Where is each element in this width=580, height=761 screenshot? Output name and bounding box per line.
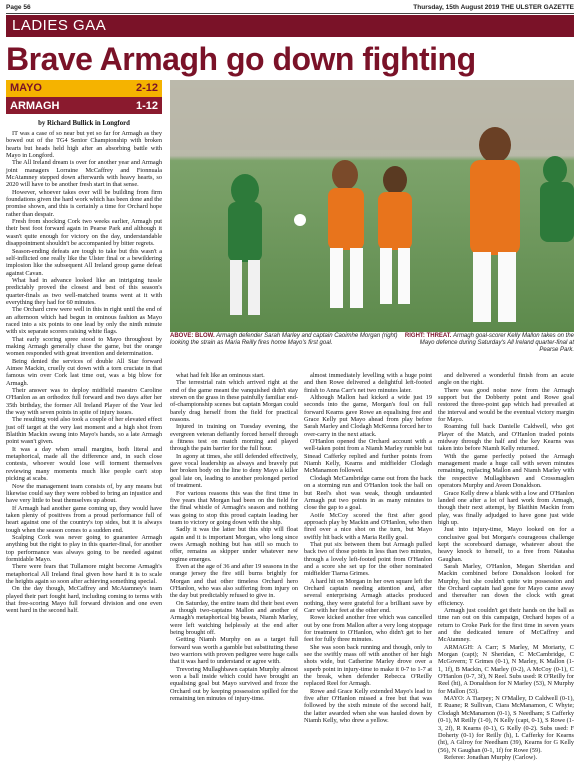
article-column-4 [438,372,574,761]
scoreline-box [6,80,162,114]
team-1-score: 2-12 [135,82,158,94]
article-paragraph: Grace Kelly drew a blank with a low and O'Hanlon landed one after a lot of hard work from Armagh, though their next attempt, by Blaithin Mackin from play, was finally adjudged to have gone just wide high up. [438,489,574,526]
article-paragraph: That early scoring spree stood to Mayo throughout by making Armagh generally chase the game, but the orange women responded with great invention and determination. [6,335,162,358]
article-paragraph: On Saturday, the entire team did their best even as though two-captains Mallon and another of Armagh's metaphorical big beasts, Niamh Marley, were left watching helplessly at the end after being brought off. [170,599,298,637]
article-paragraph: The resulting void also took a couple of her elevated effect just off target at the very last moment and a high shot from Blaithin Mackin swung into Mayo's hands, so a late Armagh point wasn't given. [6,416,162,446]
article-paragraph: For various reasons this was the first time in five years that Morgan had been on the field for the final whistle of Armagh's season and nothing was going to stop this proud captain leading her team to victory or going down with the ship. [170,489,298,526]
article-paragraph: what had felt like an ominous start. [176,372,265,379]
photo-caption-above [170,333,400,347]
photo-illustration [170,80,574,332]
article-paragraph: Even at the age of 36 and after 19 seasons in the orange jersey the fire still burns brightly for Morgan and that other timeless Orchard hero O'Hanlon, who was also suffering from injury on the day but predictably refused to give in. [170,562,298,600]
article-paragraph: Sadly it was the latter but this ship will float again and it is important Morgan, who long since owes Armagh nothing but has still so much to offer, remains as skipper under whatever new regime emerges. [170,526,298,563]
article-paragraph: O'Hanlon opened the Orchard account with a well-taken point from a Niamh Marley rumble but Sinead Cafferky replied and further points from Niamh Kelly, Kearns and midfielder Clodagh McManamon followed. [304,438,432,475]
article-paragraph: Although Mallon had kicked a wide just 19 seconds into the game, Morgan's foul on full forward Kearns gave Rowe an equalising free and Grace Kelly put Mayo ahead from play before Sarah Marley and Clodagh McKenna forced her to over-carry in the next attack. [304,394,432,438]
article-paragraph: Referee: Jonathan Murphy (Carlow). [444,753,538,761]
article-paragraph: Trevoring Mullaghbawn captain Murphy almost won a ball inside which could have brought an equalising goal but Mayo survived and froze the Orchard out by keeping possession spilled for the remaining ten minutes of injury-time. [170,665,298,703]
caption-2-text: Armagh goal-scorer Kelly Mallon takes on the Mayo defence during Saturday's All Ireland quarter-final at Pearse Park. [419,333,574,353]
team-2-name: ARMAGH [10,100,60,112]
article-paragraph: and delivered a wonderful finish from an acute angle on the right. [438,372,574,387]
caption-2-label: RIGHT: THREAT. [404,333,452,339]
article-paragraph: Getting Niamh Murphy on as a target full forward was worth a gamble but substituting these two warriors with proven pedigree were huge calls that it was hard to understand or agree with. [170,636,298,666]
team-2-score: 1-12 [135,100,158,112]
article-paragraph: almost immediately levelling with a huge point and then Rowe delivered a delightful left-footed finish to Anna Carr's net two minutes later. [304,372,432,394]
article-paragraph: The terrestrial rain which arrived right at the end of the game meant the vanquished didn't stay strewn on the grass in these painfully familiar end-of-championship scenes but captain Morgan could barely drag herself from the field for practical reasons. [170,379,299,424]
score-row-armagh [6,97,162,115]
article-paragraph: IT was a case of so near but yet so far for Armagh as they bowed out of the TG4 Senior Championship with broken hearts but heads held high after an absorbing battle with Mayo in Longford. [6,130,162,160]
article-paragraph: Sarah Marley, O'Hanlon, Megan Sheridan and Mackin combined before Donaldson looked for Murphy, but she couldn't quite win possession and the Orchard captain had gone for Mayo came away and thereafter ran down the clock with great efficiency. [438,562,574,607]
article-paragraph: Roaming full back Danielle Caldwell, who got Player of the Match, and O'Hanlon traded points midway through the half and the key Kearns was taken into before Niamh Kelly returned. [438,423,574,453]
match-photo [170,80,574,332]
article-paragraph: There was good noise now from the Armagh support but the Dobberty point and Rowe goal restored the three-point gap which had prevailed at the interval and would be the eventual victory margin for Mayo. [438,386,574,424]
article-paragraph: The All Ireland dream is over for another year and Armagh joint managers Lorraine McCaffrey and Fionnuala McAtamney stepped down afterwards with heavy hearts, so 2020 will have to be another fresh start in that sense. [6,159,162,189]
article-paragraph: Their answer was to deploy midfield maestro Caroline O'Hanlon as an orthodox full forward and two days after her 35th birthday, the former All Ireland Player of the Year led the way with seven points in spite of injury issues. [6,387,162,417]
article-paragraph: Rowe and Grace Kelly extended Mayo's lead to five after O'Hanlon missed a free but that was followed by the sixth minute of the second half, the latter awarded when she was hauled down by Niamh Kelly, who drew a yellow. [304,687,432,725]
article-paragraph: However, whoever takes over will be building from firm foundations given the hard work which has been done and the promise shown, and this is certainly a time for Orchard hope rather than despair. [6,188,162,218]
article-paragraph: If Armagh had another game coming up, they would have taken plenty of positives from a proud performance full of heart against one of the country's top sides, but it is always tough when the season comes to a sudden end. [6,504,162,534]
article-paragraph: There were fears that Tullamore might become Armagh's metaphorical All Ireland final given how hard it is to scale the heights again so soon after achieving something special. [6,563,162,585]
article-paragraph: On the day though, McCaffrey and McAtamney's team played their part fought hard, including coming to terms with that free-scoring Mayo full forward division and one even went hard in the second half. [6,585,162,615]
article-paragraph: ARMAGH: A Carr; S Marley, M Moriarty, C Morgan (capt); N Sheridan, C McCambridge, C McGovern; T Grimes (0-1), N Marley, K Mallon (1-1, 1f), B Mackin, C Marley (0-2), A McCoy (0-1), C O'Hanlon (0-7, 3f), N Reel. Subs used: R O'Reilly for Reel (ht), A Donaldson for N Marley (53), N Murphy for Mallon (53). [438,643,574,695]
article-paragraph: Clodagh McCambridge came out from the back on a storming run and O'Hanlon took the ball on but Reel's shot was weak, though undaunted Armagh put two points in as many minutes to close the gap to a goal. [304,474,432,512]
header-rule [6,13,574,14]
section-bar [6,15,574,37]
article-paragraph: Armagh just couldn't get their hands on the ball as time ran out on this campaign, Orchard hopes of a return to Croke Park for the first time in seven years and the dedicated tenure of McCaffrey and McAtamney. [438,607,574,644]
article-paragraph: What had in advance looked like an intriguing tussle predictably proved the closest and best of this season's quarter-finals as two well-matched teams went at it with everything they had for 60 minutes. [6,276,162,306]
team-1-name: MAYO [10,82,42,94]
article-paragraph: The Orchard crew were well in this in right until the end of an afternoon which had begun in ominous fashion as Mayo raced into a six points to one lead by only the ninth minute with six separate scorers raising white flags. [6,306,162,336]
article-paragraph: It was a day when small margins, both literal and metaphorical, made all the difference and, in such close contests, whoever would lose will torment themselves reviewing many moments much like people can't stop picking at scabs. [6,445,162,483]
caption-1-label: ABOVE: BLOW. [170,333,215,339]
article-paragraph: Injured in training on Tuesday evening, the evergreen veteran defiantly forced herself through a fitness test on match morning and played through the pain barrier for the full hour. [170,423,298,453]
article-paragraph: Season-ending defeats are tough to take but this wasn't a self-inflicted one really like the Ulster final or a bewildering implosion like the subsequent All Ireland group game defeat against Cavan. [6,247,162,277]
byline: by Richard Bullick in Longford [38,120,130,127]
photo-caption-right [404,333,574,354]
article-paragraph: Aoife McCoy scored the first after good approach play by Mackin and O'Hanlon, who then fired over a nice shot on the turn, but Mayo swiftly hit back with a Maria Reilly goal. [304,511,432,541]
article-paragraph: Now the management team consists of, by any means but likewise could say they were robbed to bring an injustice and have very little to beat themselves up about. [6,482,162,505]
headline: Brave Armagh go down fighting [6,41,476,77]
paper-date: Thursday, 15th August 2019 THE ULSTER GAZETTE [413,4,574,11]
article-paragraph: With the game perfectly poised the Armagh management made a huge call with seven minutes remaining, replacing Mallon and Niamh Marley with the respective Mullaghbawn and Crossmaglen operators Murphy and Aveen Donaldson. [438,452,574,490]
article-paragraph: Scalping Cork was never going to guarantee Armagh anything but the right to play in this quarter-final, for another top performance was always going to be needed against formidable Mayo. [6,533,162,563]
article-column-3 [304,372,432,730]
article-paragraph: Just into injury-time, Mayo looked on for a conclusive goal but Morgan's courageous challenge kept the scoreboard damage, whatever about the heavy knock to herself, to a free from Natasha Gaughan. [438,526,574,563]
caption-1-text: Armagh defender Sarah Marley and captain Caoimhe Morgan (right) looking the strain as Maria Reilly fires home Mayo's first goal. [170,333,398,346]
page-number: Page 56 [6,4,31,11]
article-paragraph: She was soon back running and though, only to see the swiftly mass off with another of her high shots wide, but Catherine Marley drove over a superb point in injury-time to make it 0-7 to 1-7 at the break, when defender Rebecca O'Reilly replaced Reel for Armagh. [304,643,432,688]
score-row-mayo [6,80,162,97]
article-paragraph: Being denied the services of double All Star forward Aimee Mackin, cruelly cut down with a torn cruciate in that famous win over Cork last time out, was a big blow for Armagh. [6,357,162,387]
section-title: LADIES GAA [12,17,107,34]
article-paragraph: Rowe kicked another free which was cancelled out by one from Mallon after a very long stoppage for treatment to O'Hanlon, who didn't get to her feet for fully three minutes. [304,614,432,644]
article-column-2 [170,372,298,730]
article-paragraph: MAYO: A Tiarpey; N O'Malley, D Caldwell (0-1), E Ruane; R Sullivan, Ciara McManamon, C Whyte; Clodagh McManamon (0-1), S Needham; S Cafferky (0-1), M Reilly (1-0), N Kelly (capt, 0-1), S Rowe (1-3, 2f), R Kearns (0-1), G Kelly (0-2). Subs used: F Doherty (0-1) for Reilly (h), L Cafferky for Kearns (ht), A Gilroy for Needham (39), Kearns for G Kelly (56), N Gaughan (0-1, 1f) for Rowe (59). [438,695,574,754]
article-paragraph: Fresh from shocking Cork two weeks earlier, Armagh put their best foot forward again in Pearse Park and although it wasn't quite enough for victory on the day, understandable disappointment shouldn't be accompanied by bitter regrets. [6,218,162,248]
article-paragraph: A hard hit on Morgan in her own square left the Orchard captain needing attention and, after several enterprising Armagh attacks produced nothing, they were grateful for a brilliant save by Carr with her feet at the other end. [304,577,432,614]
article-paragraph: In agony at times, she still defended effectively, gave vocal leadership as always and bravely put her broken body on the line to deny Mayo a killer goal late on, leading to another prolonged period of treatment. [170,452,298,490]
article-paragraph: That put six between them but Armagh pulled back two of those points in less than two minutes, through a lovely left-footed point from O'Hanlon and a score she set up for the other nominated midfielder Tiarna Grimes. [304,540,432,578]
article-column-1 [6,130,162,730]
